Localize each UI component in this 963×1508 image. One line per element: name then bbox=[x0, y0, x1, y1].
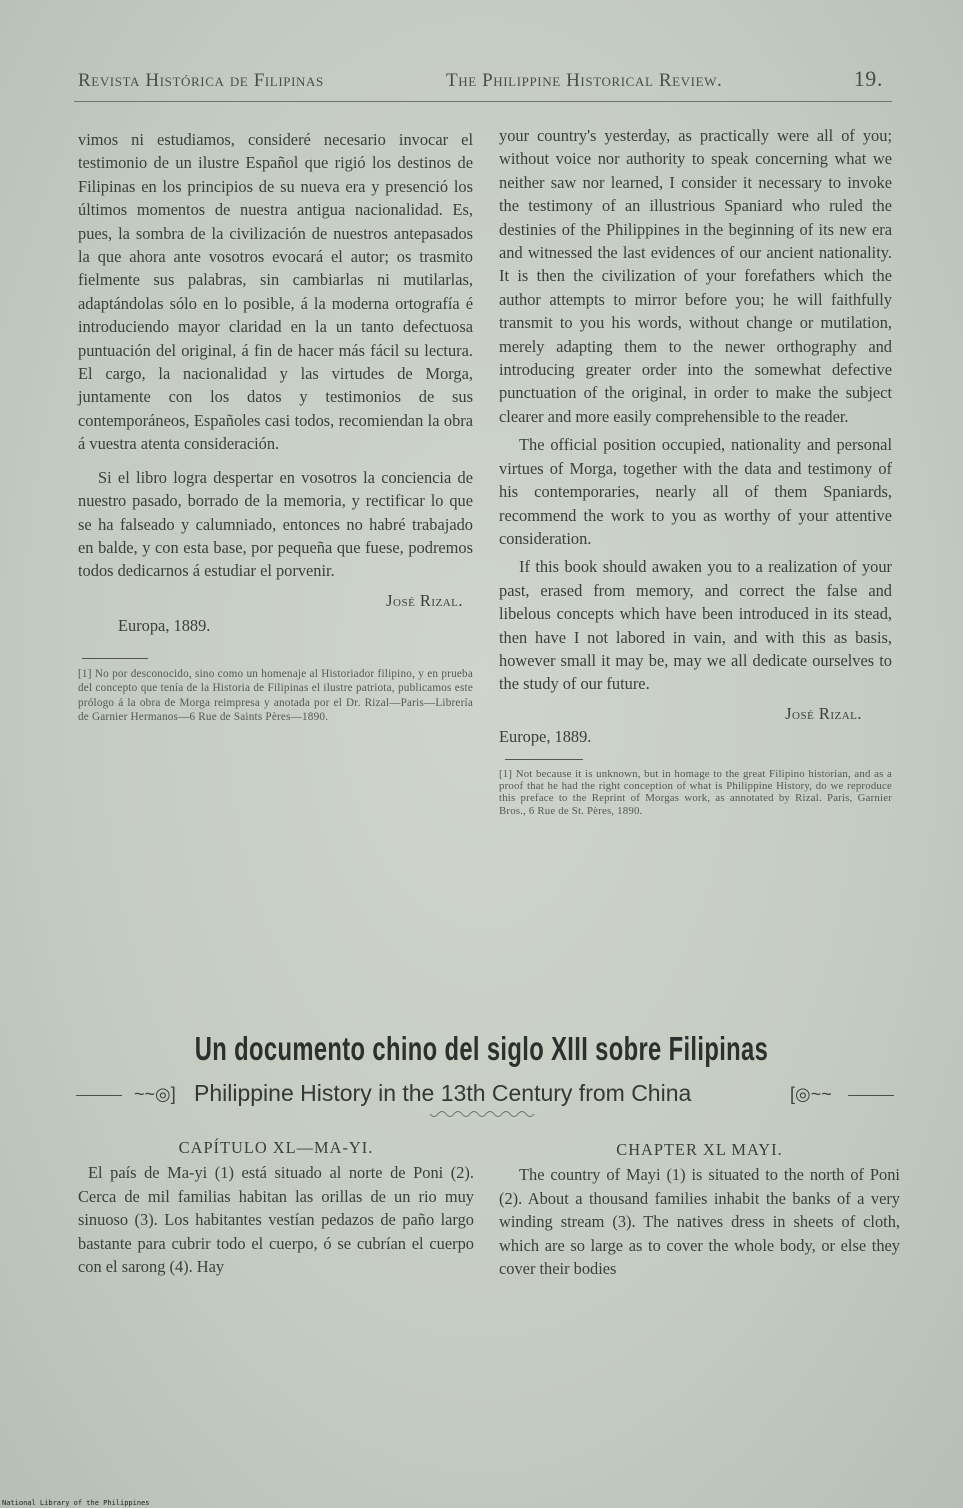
left-paragraph-1: vimos ni estudiamos, consideré necesario invocar el testimonio de un ilustre Español que rigió los destinos de Filipinas en los principios de su nueva era y presenció los últimos momentos de nuestra antigua nacionalidad. Es, pues, la sombra de la civilización de nuestros antepasados la que ahora ante vosotros evocará el autor; os trasmito fielmente sus palabras, sin cambiarlas ni mutilarlas, adaptándolas sólo en lo posible, á la moderna ortografía é introduciendo mayor claridad en la un tanto defectuosa puntuación del original, á fin de hacer más fácil su lectura. El cargo, la nacionalidad y las virtudes de Morga, juntamente con los datos y testimonios de sus contemporáneos, Españoles casi todos, recomiendan la obra á vuestra atenta consideración. bbox=[78, 130, 473, 454]
right-paragraph-1: your country's yesterday, as practically were all of you; without voice nor authority to speak concerning what we neither saw nor learned, I consider it necessary to invoke the testimony of an illustrious Spaniard who ruled the destinies of the Philippines in the beginning of its new era and witnessed the last evidences of our ancient nationality. It is then the civilization of your forefathers which the author attempts to mirror before you; he will faithfully transmit to you his words, without change or mutilation, merely adapting them to the newer orthography and introducing greater order into the somewhat defective punctuation of the original, in order to make the subject clearer and more easily comprehensible to the reader. bbox=[499, 126, 892, 426]
right-place-date: Europe, 1889. bbox=[499, 727, 592, 747]
subtitle-rule-left bbox=[76, 1095, 122, 1096]
chapter-english-heading: CHAPTER XL MAYI. bbox=[616, 1140, 783, 1159]
chapter-spanish-text: El país de Ma-yi (1) está situado al norte de Poni (2). Cerca de mil familias habitan las orillas de un rio muy sinuoso (3). Los habitantes vestían pedazos de paño largo bastante para cubrir todo el cuerpo, ó se cubrían el cuerpo con el sarong (4). Hay bbox=[78, 1163, 474, 1277]
subtitle-rule-right bbox=[848, 1095, 894, 1096]
flourish-left-icon: ~~◎] bbox=[134, 1084, 176, 1104]
chapter-english bbox=[499, 1138, 900, 1280]
right-paragraph-3: If this book should awaken you to a realization of your past, erased from memory, and correct the false and libelous concepts which have been introduced in its stead, then have I not labored in vain, and with this as basis, however small it may be, may we all dedicate ourselves to the study of our future. bbox=[499, 557, 892, 694]
left-place-date: Europa, 1889. bbox=[118, 616, 211, 636]
header-english-title: The Philippine Historical Review. bbox=[446, 70, 723, 91]
chapter-english-text: The country of Mayi (1) is situated to the north of Poni (2). About a thousand families inhabit the banks of a very winding stream (3). The natives dress in sheets of cloth, which are so large as to cover the whole body, or else they cover their bodies bbox=[499, 1165, 900, 1279]
left-paragraph-2: Si el libro logra despertar en vosotros la conciencia de nuestro pasado, borrado de la memoria, y rectificar lo que se ha falseado y calumniado, entonces no habré trabajado en balde, y con esta base, por pequeña que fuese, podremos todos dedicarnos á estudiar el porvenir. bbox=[78, 467, 473, 581]
header-spanish-title: Revista Histórica de Filipinas bbox=[78, 70, 324, 91]
header-rule bbox=[74, 101, 892, 102]
right-signature: José Rizal. bbox=[785, 703, 862, 723]
page-number: 19. bbox=[853, 66, 883, 91]
article-subtitle-bar bbox=[76, 1080, 896, 1114]
right-footnote: [1] Not because it is unknown, but in homage to the great Filipino historian, and as a proof that he had the right conception of what is Philippine History, do we reproduce this preface to the Reprint of Morgas work, as annotated by Rizal. Paris, Garnier Bros., 6 Rue de St. Pères, 1890. bbox=[499, 767, 892, 817]
left-signature: José Rizal. bbox=[386, 590, 463, 610]
library-watermark: National Library of the Philippines bbox=[2, 1499, 150, 1507]
left-footnote-rule bbox=[82, 658, 148, 659]
article-subtitle: Philippine History in the 13th Century from China bbox=[194, 1080, 692, 1106]
chapter-spanish-heading: CAPÍTULO XL—MA-YI. bbox=[178, 1138, 374, 1157]
right-footnote-rule bbox=[505, 759, 583, 760]
right-paragraph-2: The official position occupied, nationality and personal virtues of Morga, together with the data and testimony of his contemporaries, nearly all of them Spaniards, recommend the work to you as worthy of your attentive consideration. bbox=[499, 435, 892, 548]
article-title: Un documento chino del siglo XIII sobre Filipinas bbox=[194, 1030, 769, 1067]
right-column bbox=[499, 124, 892, 817]
left-footnote: [1] No por desconocido, sino como un homenaje al Historiador filipino, y en prueba del concepto que tenía de la Historia de Filipinas el ilustre patriota, publicamos este prólogo á la obra de Morga reimpresa y anotada por el Dr. Rizal—Paris—Librería de Garnier Hermanos—6 Rue de Saints Pères—1890. bbox=[78, 667, 473, 724]
chapter-spanish bbox=[78, 1136, 474, 1278]
wavy-divider-icon bbox=[430, 1111, 536, 1121]
left-column bbox=[78, 128, 473, 725]
flourish-right-icon: [◎~~ bbox=[790, 1084, 832, 1104]
